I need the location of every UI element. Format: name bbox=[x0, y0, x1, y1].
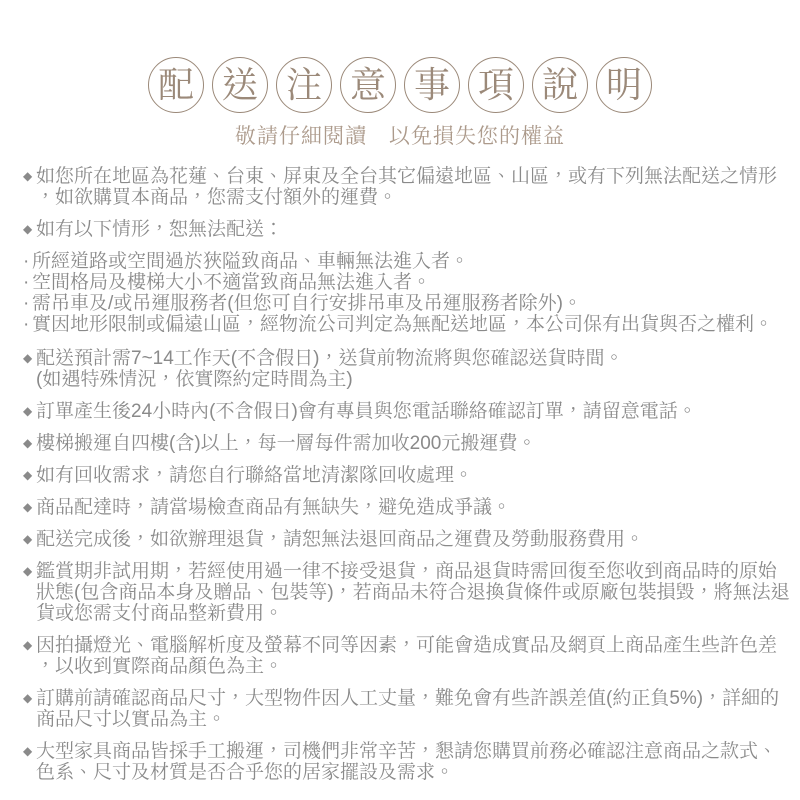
title-circle-char: 注 bbox=[276, 57, 332, 113]
notice-line: 狀態(包含商品本身及贈品、包裝等)，若商品未符合退換貨條件或原廠包裝損毀，將無法退 bbox=[36, 582, 790, 603]
notice-item-return-fees bbox=[23, 529, 792, 550]
notice-line: 樓梯搬運自四樓(含)以上，每一層每件需加收200元搬運費。 bbox=[36, 433, 537, 454]
notice-line: 需吊車及/或吊運服務者(但您可自行安排吊車及吊運服務者除外)。 bbox=[32, 293, 582, 314]
bullet-diamond-icon: ◆ bbox=[23, 468, 33, 482]
notice-text bbox=[32, 314, 792, 335]
page-subtitle: 敬請仔細閱讀 以免損失您的權益 bbox=[235, 125, 565, 148]
notice-text bbox=[36, 465, 792, 486]
notice-line: ，以收到實際商品顏色為主。 bbox=[36, 656, 284, 677]
title-circle-char: 送 bbox=[212, 57, 268, 113]
notice-text bbox=[36, 433, 792, 454]
notice-text bbox=[36, 635, 792, 677]
title-circle-char: 事 bbox=[404, 57, 460, 113]
notice-text bbox=[36, 529, 792, 550]
notice-line: 貨或您需支付商品整新費用。 bbox=[36, 603, 284, 624]
bullet-diamond-icon: ◆ bbox=[23, 744, 33, 758]
notice-item-order-confirm-call bbox=[23, 401, 792, 422]
notice-item-stair-fee bbox=[23, 433, 792, 454]
notice-line: 訂購前請確認商品尺寸，大型物件因人工丈量，難免會有些許誤差值(約正負5%)，詳細的 bbox=[36, 688, 780, 709]
notice-line: 所經道路或空間過於狹隘致商品、車輛無法進入者。 bbox=[32, 251, 470, 272]
notice-line: 配送預計需7~14工作天(不含假日)，送貨前物流將與您確認送貨時間。 bbox=[36, 348, 624, 369]
notice-line: 商品尺寸以實品為主。 bbox=[36, 709, 227, 730]
bullet-dot-icon: · bbox=[23, 251, 30, 272]
bullet-dot-icon: · bbox=[23, 272, 30, 293]
notice-text bbox=[36, 561, 792, 624]
bullet-diamond-icon: ◆ bbox=[23, 691, 33, 705]
bullet-diamond-icon: ◆ bbox=[23, 500, 33, 514]
title-circle-char: 配 bbox=[148, 57, 204, 113]
notice-text bbox=[36, 219, 792, 240]
notice-item-recycling bbox=[23, 465, 792, 486]
notice-line: 因拍攝燈光、電腦解析度及螢幕不同等因素，可能會造成實品及網頁上商品產生些許色差 bbox=[36, 635, 778, 656]
cannot-deliver-sublist bbox=[23, 251, 792, 335]
bullet-diamond-icon: ◆ bbox=[23, 638, 33, 652]
bullet-diamond-icon: ◆ bbox=[23, 351, 33, 365]
bullet-dot-icon: · bbox=[23, 314, 30, 335]
notice-text bbox=[36, 497, 792, 518]
sublist-item-crane-needed bbox=[23, 293, 792, 314]
notice-item-delivery-time bbox=[23, 348, 792, 390]
notice-line: 色系、尺寸及材質是否合乎您的居家擺設及需求。 bbox=[36, 762, 455, 783]
sublist-item-terrain-limit bbox=[23, 314, 792, 335]
sublist-item-stair-size bbox=[23, 272, 792, 293]
notice-text bbox=[36, 166, 792, 208]
notice-item-extra-shipping bbox=[23, 166, 792, 208]
notice-text bbox=[36, 688, 792, 730]
notice-item-inspect-on-arrival bbox=[23, 497, 792, 518]
title-circle-char: 意 bbox=[340, 57, 396, 113]
notice-line: 空間格局及樓梯大小不適當致商品無法進入者。 bbox=[32, 272, 432, 293]
notice-item-appreciation-period bbox=[23, 561, 792, 624]
notice-item-cannot-deliver-header bbox=[23, 219, 792, 240]
sublist-item-narrow-road bbox=[23, 251, 792, 272]
page-title bbox=[0, 0, 800, 113]
notice-text bbox=[32, 251, 792, 272]
bullet-diamond-icon: ◆ bbox=[23, 564, 33, 578]
notice-text bbox=[32, 272, 792, 293]
title-circle-char: 項 bbox=[468, 57, 524, 113]
bullet-diamond-icon: ◆ bbox=[23, 222, 33, 236]
notice-list bbox=[23, 166, 792, 783]
notice-line: 如有以下情形，恕無法配送： bbox=[36, 219, 284, 240]
bullet-dot-icon: · bbox=[23, 293, 30, 314]
notice-item-size-tolerance bbox=[23, 688, 792, 730]
bullet-diamond-icon: ◆ bbox=[23, 169, 33, 183]
notice-text bbox=[36, 741, 792, 783]
notice-line: 大型家具商品皆採手工搬運，司機們非常辛苦，懇請您購買前務必確認注意商品之款式、 bbox=[36, 741, 778, 762]
notice-line: 配送完成後，如欲辦理退貨，請恕無法退回商品之運費及勞動服務費用。 bbox=[36, 529, 645, 550]
notice-line: 實因地形限制或偏遠山區，經物流公司判定為無配送地區，本公司保有出貨與否之權利。 bbox=[32, 314, 774, 335]
title-circle-char: 說 bbox=[532, 57, 588, 113]
title-circle-char: 明 bbox=[596, 57, 652, 113]
notice-text bbox=[32, 293, 792, 314]
notice-line: 如您所在地區為花蓮、台東、屏東及全台其它偏遠地區、山區，或有下列無法配送之情形 bbox=[36, 166, 778, 187]
bullet-diamond-icon: ◆ bbox=[23, 404, 33, 418]
notice-line: ，如欲購買本商品，您需支付額外的運費。 bbox=[36, 187, 398, 208]
notice-line: 訂單產生後24小時內(不含假日)會有專員與您電話聯絡確認訂單，請留意電話。 bbox=[36, 401, 697, 422]
bullet-diamond-icon: ◆ bbox=[23, 532, 33, 546]
notice-line: 鑑賞期非試用期，若經使用過一律不接受退貨，商品退貨時需回復至您收到商品時的原始 bbox=[36, 561, 778, 582]
bullet-diamond-icon: ◆ bbox=[23, 436, 33, 450]
notice-line: (如遇特殊情況，依實際約定時間為主) bbox=[36, 369, 353, 390]
notice-item-manual-handling bbox=[23, 741, 792, 783]
notice-text bbox=[36, 401, 792, 422]
notice-item-color-difference bbox=[23, 635, 792, 677]
notice-line: 如有回收需求，請您自行聯絡當地清潔隊回收處理。 bbox=[36, 465, 474, 486]
notice-line: 商品配達時，請當場檢查商品有無缺失，避免造成爭議。 bbox=[36, 497, 512, 518]
notice-text bbox=[36, 348, 792, 390]
